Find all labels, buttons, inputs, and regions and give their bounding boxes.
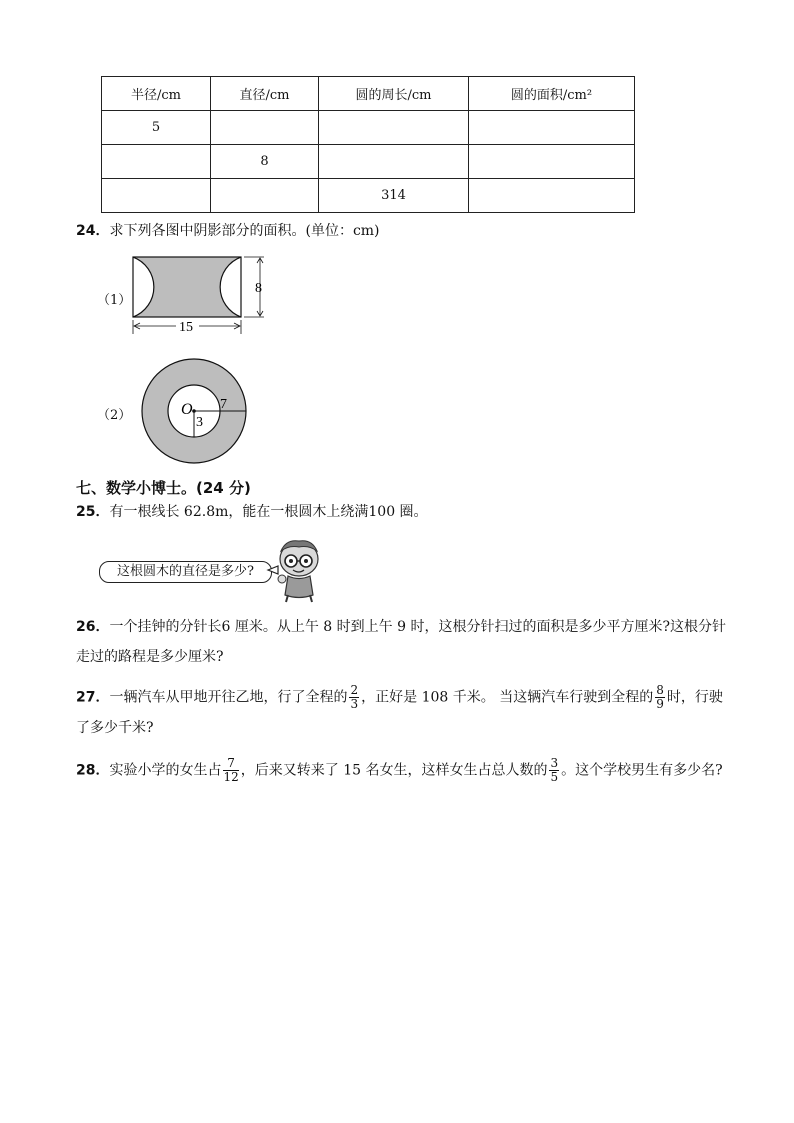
fraction: [349, 684, 359, 711]
fraction: [223, 757, 238, 784]
figure-2-annulus: [138, 355, 250, 467]
circle-table: [101, 76, 635, 213]
table-cell: [211, 111, 319, 145]
question-number: 24．: [76, 223, 110, 239]
height-label: 8: [255, 281, 262, 296]
section-title: 七、数学小博士。(24 分): [76, 479, 251, 497]
center-label: O: [181, 401, 193, 418]
fraction-numerator: 7: [223, 757, 238, 771]
question-text: 一个挂钟的分针长6 厘米。从上午 8 时到上午 9 时，这根分针扫过的面积是多少平方厘米?这根分针: [109, 619, 726, 635]
table-cell: [469, 179, 635, 213]
question-26-line-2: 走过的路程是多少厘米?: [76, 649, 224, 665]
question-27-line-2: 了多少千米?: [76, 720, 154, 736]
question-number: 28．: [76, 762, 110, 779]
question-number: 26．: [76, 619, 110, 635]
question-text: 。这个学校男生有多少名?: [561, 762, 723, 779]
question-number: 27．: [76, 689, 110, 706]
table-header-cell: 直径/cm: [211, 77, 319, 111]
question-text: 求下列各图中阴影部分的面积。(单位：cm): [109, 223, 380, 239]
table-cell: [469, 145, 635, 179]
table-row: [102, 145, 635, 179]
question-26: [76, 617, 726, 637]
question-24: [76, 221, 380, 241]
outer-radius-label: 7: [220, 397, 227, 412]
table-cell: 314: [319, 179, 469, 213]
table-cell: 5: [102, 111, 211, 145]
question-text: 一辆汽车从甲地开往乙地，行了全程的: [109, 689, 348, 706]
cartoon-boy-icon: [266, 537, 328, 603]
table-header-row: [102, 77, 635, 111]
question-28: [76, 757, 723, 784]
question-25: [76, 502, 428, 522]
table-cell: [102, 179, 211, 213]
question-27: [76, 684, 723, 711]
table-header-cell: 半径/cm: [102, 77, 211, 111]
question-text: 实验小学的女生占: [109, 762, 222, 779]
speech-bubble: [99, 561, 272, 583]
figure-1-label: （1）: [97, 293, 132, 308]
table-cell: [319, 145, 469, 179]
fraction: [549, 757, 559, 784]
question-text: 时，行驶: [666, 689, 723, 706]
inner-radius-label: 3: [196, 415, 203, 430]
shaded-region: [133, 257, 241, 317]
table-header-cell: 圆的周长/cm: [319, 77, 469, 111]
question-text: ，后来又转来了 15 名女生，这样女生占总人数的: [240, 762, 548, 779]
figure-2-label: （2）: [97, 408, 132, 423]
figure-1-rectangle-semicircles: [126, 250, 276, 336]
question-text: ，正好是 108 千米。 当这辆汽车行驶到全程的: [361, 689, 654, 706]
fraction-numerator: 8: [656, 683, 664, 697]
table-cell: [102, 145, 211, 179]
question-text: 有一根线长 62.8m，能在一根圆木上绕满100 圈。: [109, 504, 428, 520]
fraction-denominator: 5: [550, 770, 559, 784]
fraction-numerator: 2: [350, 683, 359, 697]
fraction: [655, 684, 665, 711]
table-cell: 8: [211, 145, 319, 179]
table-row: [102, 111, 635, 145]
fraction-numerator: 3: [550, 756, 559, 770]
table-cell: [469, 111, 635, 145]
table-cell: [319, 111, 469, 145]
table-cell: [211, 179, 319, 213]
fraction-denominator: 9: [656, 697, 664, 711]
table-header-cell: 圆的面积/cm²: [469, 77, 635, 111]
fraction-denominator: 3: [350, 697, 359, 711]
speech-bubble-text: 这根圆木的直径是多少?: [117, 564, 254, 579]
fraction-denominator: 12: [223, 770, 239, 784]
width-label: 15: [179, 320, 193, 335]
question-number: 25．: [76, 504, 110, 520]
table-row: [102, 179, 635, 213]
